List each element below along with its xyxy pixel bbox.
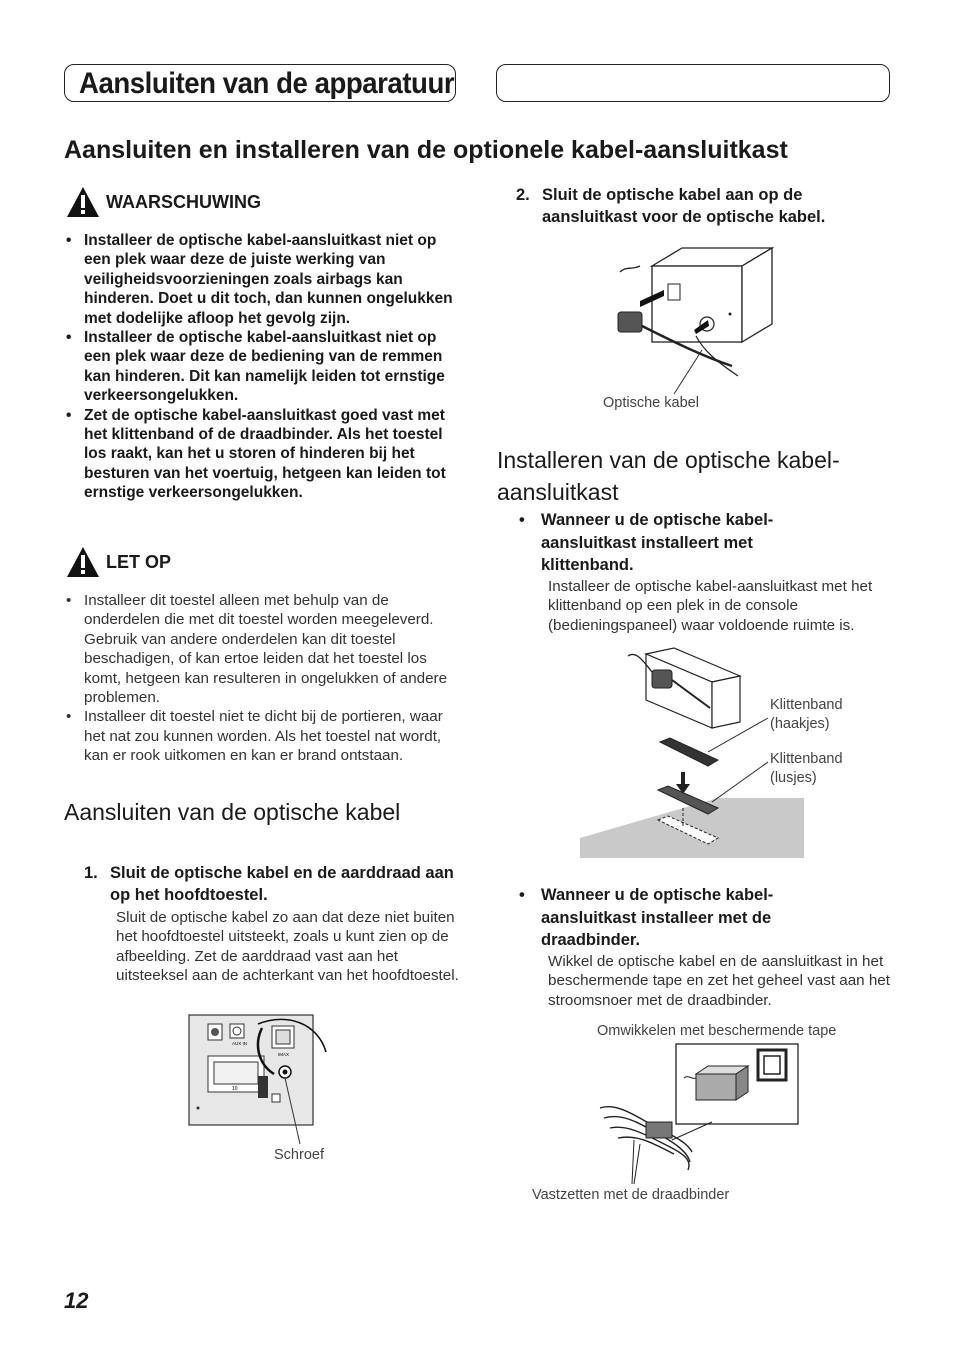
caution-item: • Installeer dit toestel niet te dicht bij de portieren, waar het nat zou kunnen worden. Als het toestel nat wordt, kan er rook uitkomen en kan er brand ontstaan. [64, 707, 460, 765]
install-bullet-2 [517, 884, 847, 952]
warning-item: • Installeer de optische kabel-aansluitkast niet op een plek waar deze de bediening van de remmen kan hinderen. Dit kan namelijk leiden tot ernstige verkeersongelukken. [64, 328, 460, 406]
caution-list [64, 591, 460, 766]
caution-heading [66, 546, 171, 578]
screw-caption: Schroef [274, 1147, 324, 1163]
step-2-number: 2. [516, 186, 530, 204]
section-header-box [64, 64, 456, 102]
step-2 [516, 184, 896, 228]
page-title: Aansluiten en installeren van de optionele kabel-aansluitkast [64, 136, 788, 164]
caution-triangle-icon [66, 546, 100, 578]
connector-number-label: 10 [232, 1086, 238, 1092]
warning-list [64, 231, 460, 503]
connect-section-title: Aansluiten van de optische kabel [64, 799, 401, 825]
install-bullet-1-text: • Wanneer u de optische kabel-aansluitkast installeert met klittenband. [517, 509, 847, 577]
section-header-title: Aansluiten van de apparatuur [79, 67, 455, 100]
head-unit-rear-illustration [188, 1014, 338, 1128]
step-1-body: Sluit de optische kabel zo aan dat deze niet buiten het hoofdtoestel uitsteekt, zoals u kunt zien op de afbeelding. Zet de aarddraad vast aan het uitsteeksel aan de achterkant van het hoofdtoestel. [116, 909, 459, 985]
aux-in-label: AUX IN [232, 1041, 248, 1046]
header-empty-box [496, 64, 890, 102]
step-1-text: Sluit de optische kabel en de aarddraad aan op het hoofdtoestel. [110, 864, 454, 904]
step-1-number: 1. [84, 864, 98, 882]
warning-item: • Zet de optische kabel-aansluitkast goed vast met het klittenband of de draadbinder. Als het toestel los raakt, kan het u storen of hinderen bij het besturen van het voertuig, hetgeen kan leiden tot ernstige verkeersongelukken. [64, 406, 460, 503]
velcro-loops-label: Klittenband (lusjes) [770, 751, 843, 787]
warning-item: • Installeer de optische kabel-aansluitkast niet op een plek waar deze de juiste werking van veiligheidsvoorzieningen zoals airbags kan hinderen. Doet u dit toch, dan kunnen ongelukken met dodelijke afloop het gevolg zijn. [64, 231, 460, 328]
install-section-title: Installeren van de optische kabel-aansluitkast [497, 447, 840, 505]
step-2-text: Sluit de optische kabel aan op de aansluitkast voor de optische kabel. [542, 186, 826, 226]
install-bullet-2-body: Wikkel de optische kabel en de aansluitkast in het beschermende tape en zet het geheel vast aan het stroomsnoer met de draadbinder. [548, 953, 890, 1009]
install-bullet-1-body: Installeer de optische kabel-aansluitkast met het klittenband op een plek in de console (bedieningspaneel) waar voldoende ruimte is. [548, 578, 873, 634]
velcro-hooks-label: Klittenband (haakjes) [770, 697, 843, 733]
caution-heading-text: LET OP [106, 551, 172, 572]
install-bullet-2-text: • Wanneer u de optische kabel-aansluitkast installeer met de draadbinder. [517, 884, 847, 952]
page-number: 12 [64, 1288, 89, 1313]
junction-box-connection-illustration [612, 246, 782, 406]
optical-cable-caption: Optische kabel [603, 395, 699, 411]
warning-heading-text: WAARSCHUWING [106, 191, 261, 212]
install-bullet-1 [517, 509, 847, 577]
warning-heading [66, 186, 261, 218]
step-1 [84, 862, 464, 906]
protective-tape-caption: Omwikkelen met beschermende tape [597, 1023, 837, 1039]
caution-item: • Installeer dit toestel alleen met behulp van de onderdelen die met dit toestel worden meegeleverd. Gebruik van andere onderdelen kan dit toestel beschadigen, of kan ertoe leiden dat het toestel los komt, hetgeen kan resulteren in ongelukken of andere problemen. [64, 591, 460, 707]
imax-label: IMAX [278, 1052, 290, 1057]
warning-triangle-icon [66, 186, 100, 218]
cable-tie-illustration [588, 1044, 804, 1180]
cable-tie-caption: Vastzetten met de draadbinder [532, 1187, 730, 1203]
